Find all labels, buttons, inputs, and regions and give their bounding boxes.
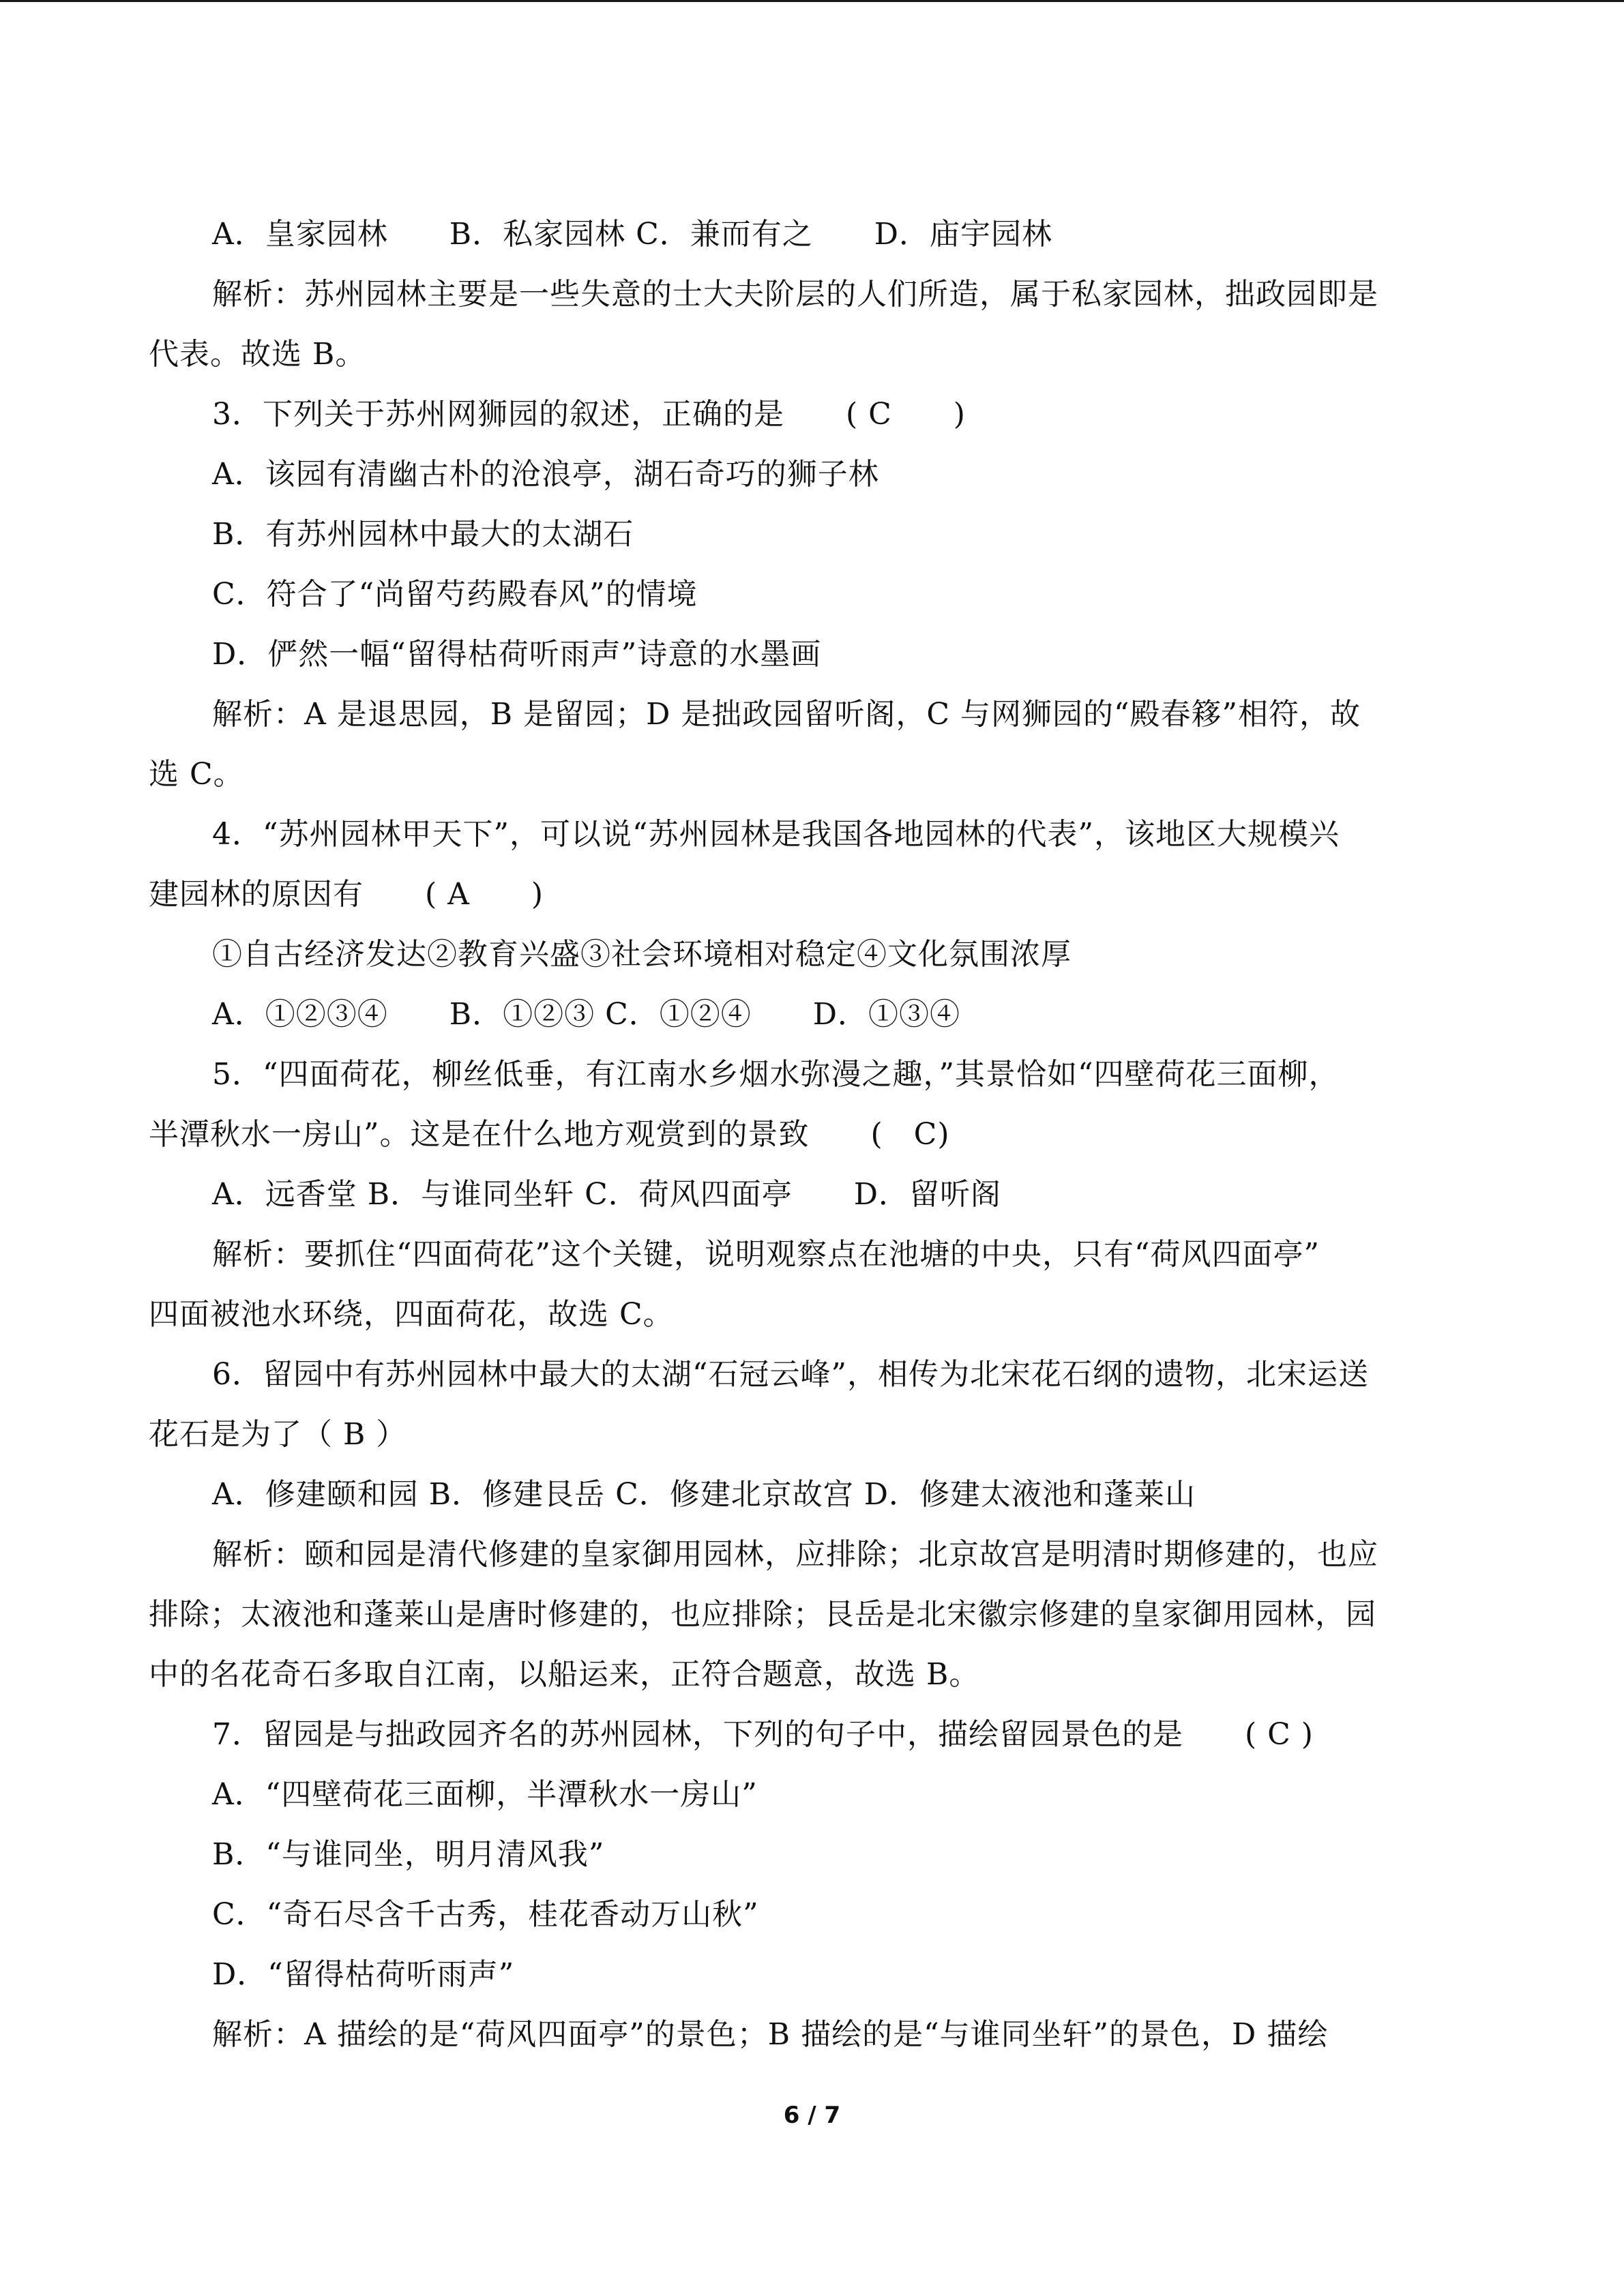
analysis-line: 解析：A 描绘的是“荷风四面亭”的景色；B 描绘的是“与谁同坐轩”的景色，D 描绘 <box>212 2017 1329 2052</box>
analysis-line: 解析：A 是退思园，B 是留园；D 是拙政园留听阁，C 与网狮园的“殿春簃”相符，故 <box>212 697 1361 732</box>
option-line: A．修建颐和园 B．修建艮岳 C．修建北京故宫 D．修建太液池和蓬莱山 <box>212 1477 1196 1512</box>
question-line: 3．下列关于苏州网狮园的叙述，正确的是 ( C ) <box>212 397 966 432</box>
option-line: B．“与谁同坐，明月清风我” <box>212 1837 605 1872</box>
option-line: C．“奇石尽含千古秀，桂花香动万山秋” <box>212 1897 759 1932</box>
option-line: D．俨然一幅“留得枯荷听雨声”诗意的水墨画 <box>212 637 822 672</box>
text-line: 排除；太液池和蓬莱山是唐时修建的，也应排除；艮岳是北宋徽宗修建的皇家御用园林，园 <box>149 1597 1376 1632</box>
analysis-line: 解析：颐和园是清代修建的皇家御用园林，应排除；北京故宫是明清时期修建的，也应 <box>212 1537 1378 1572</box>
statement-line: ①自古经济发达②教育兴盛③社会环境相对稳定④文化氛围浓厚 <box>212 937 1072 972</box>
option-line: C．符合了“尚留芍药殿春风”的情境 <box>212 577 698 612</box>
text-line: 花石是为了（ B ） <box>149 1417 407 1452</box>
option-line: A．该园有清幽古朴的沧浪亭，湖石奇巧的狮子林 <box>212 457 879 492</box>
page-number: 6 / 7 <box>783 2102 841 2129</box>
question-line: 5．“四面荷花，柳丝低垂，有江南水乡烟水弥漫之趣，”其景恰如“四壁荷花三面柳， <box>212 1057 1340 1092</box>
option-line: A．①②③④ B．①②③ C．①②④ D．①③④ <box>212 997 961 1032</box>
text-line: 代表。故选 B。 <box>149 337 366 372</box>
text-line: 解析：苏州园林主要是一些失意的士大夫阶层的人们所造，属于私家园林，拙政园即是 <box>212 277 1378 312</box>
analysis-line: 解析：要抓住“四面荷花”这个关键，说明观察点在池塘的中央，只有“荷风四面亭” <box>212 1237 1320 1272</box>
text-line: 半潭秋水一房山”。这是在什么地方观赏到的景致 ( C) <box>149 1117 950 1152</box>
text-line: A．皇家园林 B．私家园林 C．兼而有之 D．庙宇园林 <box>212 217 1053 252</box>
question-line: 4．“苏州园林甲天下”，可以说“苏州园林是我国各地园林的代表”，该地区大规模兴 <box>212 817 1340 852</box>
text-line: 建园林的原因有 ( A ) <box>149 877 544 912</box>
question-line: 7．留园是与拙政园齐名的苏州园林，下列的句子中，描绘留园景色的是 ( C ) <box>212 1717 1314 1752</box>
option-line: A．远香堂 B．与谁同坐轩 C．荷风四面亭 D．留听阁 <box>212 1177 1002 1212</box>
option-line: B．有苏州园林中最大的太湖石 <box>212 517 634 552</box>
text-line: 中的名花奇石多取自江南，以船运来，正符合题意，故选 B。 <box>149 1657 980 1692</box>
document-body <box>149 205 1486 2065</box>
option-line: D．“留得枯荷听雨声” <box>212 1957 515 1992</box>
option-line: A．“四壁荷花三面柳，半潭秋水一房山” <box>212 1777 758 1812</box>
text-line: 四面被池水环绕，四面荷花，故选 C。 <box>149 1297 674 1332</box>
top-border-line <box>0 0 1624 2</box>
question-line: 6．留园中有苏州园林中最大的太湖“石冠云峰”，相传为北宋花石纲的遗物，北宋运送 <box>212 1357 1369 1392</box>
text-line: 选 C。 <box>149 757 244 792</box>
